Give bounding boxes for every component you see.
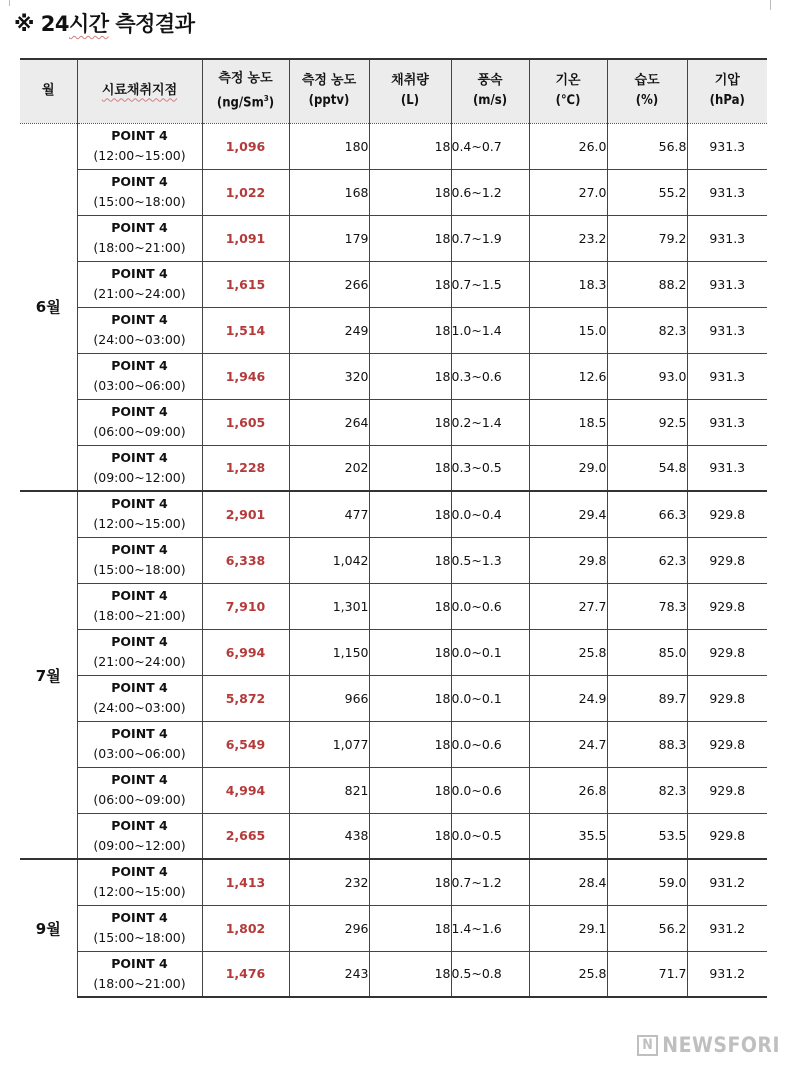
sampling-point-label: POINT 4 [111, 817, 168, 833]
page-edge-mark-left [9, 0, 10, 6]
pressure-cell: 929.8 [687, 537, 767, 583]
sampling-site-cell [77, 813, 202, 859]
sampling-site-cell [77, 951, 202, 997]
temperature-cell: 29.0 [529, 445, 607, 491]
humidity-cell: 82.3 [607, 307, 687, 353]
volume-cell: 18 [369, 675, 451, 721]
wind-speed-cell: 0.2~1.4 [451, 399, 529, 445]
sampling-point-label: POINT 4 [111, 910, 168, 925]
temperature-cell: 15.0 [529, 307, 607, 353]
sampling-site-cell [77, 675, 202, 721]
humidity-cell: 93.0 [607, 353, 687, 399]
humidity-cell: 92.5 [607, 399, 687, 445]
concentration-pptv-cell: 249 [289, 307, 369, 353]
concentration-pptv-cell: 264 [289, 399, 369, 445]
humidity-cell: 54.8 [607, 445, 687, 491]
volume-cell: 18 [369, 491, 451, 537]
sampling-point-label: POINT 4 [111, 266, 168, 281]
pressure-cell: 929.8 [687, 583, 767, 629]
wind-speed-cell: 0.0~0.4 [451, 491, 529, 537]
concentration-pptv-cell: 320 [289, 353, 369, 399]
sampling-point-label: POINT 4 [111, 496, 168, 512]
concentration-ng-cell: 1,091 [202, 215, 289, 261]
concentration-pptv-cell: 477 [289, 491, 369, 537]
volume-cell: 18 [369, 215, 451, 261]
sampling-site-cell [77, 583, 202, 629]
table-row [20, 445, 767, 491]
sampling-time-label: (24:00~03:00) [93, 700, 186, 715]
sampling-time-label: (15:00~18:00) [93, 194, 186, 209]
sampling-time-label: (12:00~15:00) [93, 516, 186, 532]
sampling-site-cell [77, 629, 202, 675]
concentration-pptv-cell: 438 [289, 813, 369, 859]
reference-mark: ※ [14, 12, 34, 36]
concentration-ng-cell: 1,228 [202, 445, 289, 491]
volume-cell: 18 [369, 307, 451, 353]
temperature-cell: 29.1 [529, 905, 607, 951]
concentration-pptv-cell: 821 [289, 767, 369, 813]
humidity-cell: 59.0 [607, 859, 687, 905]
sampling-point-label: POINT 4 [111, 955, 168, 971]
sampling-time-label: (06:00~09:00) [93, 424, 186, 439]
sampling-time-label: (18:00~21:00) [93, 240, 186, 255]
table-row [20, 675, 767, 721]
sampling-point-label: POINT 4 [111, 726, 168, 741]
table-row [20, 905, 767, 951]
page-title [14, 8, 195, 38]
volume-cell: 18 [369, 445, 451, 491]
volume-cell: 18 [369, 859, 451, 905]
sampling-time-label: (06:00~09:00) [93, 792, 186, 807]
header-temp: 기온 (℃) [529, 59, 607, 123]
volume-cell: 18 [369, 169, 451, 215]
sampling-time-label: (18:00~21:00) [93, 975, 186, 991]
watermark-text: NEWSFORI [662, 1033, 780, 1057]
wind-speed-cell: 0.5~1.3 [451, 537, 529, 583]
volume-cell: 18 [369, 123, 451, 169]
temperature-cell: 25.8 [529, 951, 607, 997]
volume-cell: 18 [369, 629, 451, 675]
sampling-point-label: POINT 4 [111, 588, 168, 603]
header-humidity: 습도 (%) [607, 59, 687, 123]
temperature-cell: 29.8 [529, 537, 607, 583]
sampling-point-label: POINT 4 [111, 864, 168, 880]
measurement-table [20, 58, 767, 998]
sampling-time-label: (09:00~12:00) [93, 469, 186, 485]
humidity-cell: 62.3 [607, 537, 687, 583]
concentration-ng-cell: 4,994 [202, 767, 289, 813]
pressure-cell: 929.8 [687, 491, 767, 537]
volume-cell: 18 [369, 721, 451, 767]
sampling-point-label: POINT 4 [111, 128, 168, 143]
header-pressure: 기압 (hPa) [687, 59, 767, 123]
volume-cell: 18 [369, 905, 451, 951]
temperature-cell: 27.7 [529, 583, 607, 629]
temperature-cell: 18.3 [529, 261, 607, 307]
concentration-ng-cell: 6,338 [202, 537, 289, 583]
pressure-cell: 929.8 [687, 721, 767, 767]
pressure-cell: 931.3 [687, 123, 767, 169]
wind-speed-cell: 0.0~0.5 [451, 813, 529, 859]
volume-cell: 18 [369, 767, 451, 813]
wind-speed-cell: 0.0~0.6 [451, 767, 529, 813]
volume-cell: 18 [369, 353, 451, 399]
concentration-pptv-cell: 202 [289, 445, 369, 491]
concentration-pptv-cell: 243 [289, 951, 369, 997]
temperature-cell: 26.0 [529, 123, 607, 169]
volume-cell: 18 [369, 583, 451, 629]
temperature-cell: 29.4 [529, 491, 607, 537]
sampling-site-cell [77, 307, 202, 353]
wind-speed-cell: 0.7~1.9 [451, 215, 529, 261]
temperature-cell: 18.5 [529, 399, 607, 445]
humidity-cell: 85.0 [607, 629, 687, 675]
concentration-ng-cell: 1,096 [202, 123, 289, 169]
wind-speed-cell: 0.3~0.5 [451, 445, 529, 491]
concentration-pptv-cell: 1,077 [289, 721, 369, 767]
pressure-cell: 929.8 [687, 813, 767, 859]
concentration-ng-cell: 1,022 [202, 169, 289, 215]
table-row [20, 215, 767, 261]
sampling-time-label: (03:00~06:00) [93, 746, 186, 761]
concentration-ng-cell: 1,605 [202, 399, 289, 445]
wind-speed-cell: 0.0~0.6 [451, 583, 529, 629]
concentration-pptv-cell: 296 [289, 905, 369, 951]
title-word-underlined: 시간 [68, 12, 109, 36]
table-row [20, 721, 767, 767]
concentration-pptv-cell: 966 [289, 675, 369, 721]
month-cell: 7월 [20, 491, 77, 859]
humidity-cell: 78.3 [607, 583, 687, 629]
pressure-cell: 931.3 [687, 307, 767, 353]
humidity-cell: 56.8 [607, 123, 687, 169]
concentration-ng-cell: 1,802 [202, 905, 289, 951]
table-row [20, 767, 767, 813]
concentration-ng-cell: 7,910 [202, 583, 289, 629]
sampling-point-label: POINT 4 [111, 680, 168, 695]
concentration-ng-cell: 2,665 [202, 813, 289, 859]
sampling-time-label: (12:00~15:00) [93, 884, 186, 900]
concentration-pptv-cell: 232 [289, 859, 369, 905]
table-row [20, 813, 767, 859]
month-cell: 6월 [20, 123, 77, 491]
sampling-site-cell [77, 721, 202, 767]
concentration-pptv-cell: 168 [289, 169, 369, 215]
concentration-ng-cell: 1,946 [202, 353, 289, 399]
concentration-ng-cell: 1,514 [202, 307, 289, 353]
table-row [20, 629, 767, 675]
sampling-point-label: POINT 4 [111, 772, 168, 787]
sampling-time-label: (03:00~06:00) [93, 378, 186, 393]
sampling-site-cell [77, 537, 202, 583]
temperature-cell: 23.2 [529, 215, 607, 261]
sampling-time-label: (21:00~24:00) [93, 654, 186, 669]
table-header-row [20, 59, 767, 123]
wind-speed-cell: 0.7~1.5 [451, 261, 529, 307]
volume-cell: 18 [369, 951, 451, 997]
temperature-cell: 28.4 [529, 859, 607, 905]
sampling-time-label: (24:00~03:00) [93, 332, 186, 347]
newsfori-watermark [637, 1033, 780, 1057]
temperature-cell: 27.0 [529, 169, 607, 215]
table-row [20, 951, 767, 997]
sampling-point-label: POINT 4 [111, 174, 168, 189]
sampling-site-cell [77, 491, 202, 537]
pressure-cell: 929.8 [687, 767, 767, 813]
wind-speed-cell: 0.0~0.1 [451, 629, 529, 675]
concentration-pptv-cell: 1,301 [289, 583, 369, 629]
volume-cell: 18 [369, 399, 451, 445]
pressure-cell: 931.2 [687, 859, 767, 905]
humidity-cell: 53.5 [607, 813, 687, 859]
pressure-cell: 931.3 [687, 169, 767, 215]
wind-speed-cell: 1.0~1.4 [451, 307, 529, 353]
concentration-ng-cell: 1,615 [202, 261, 289, 307]
table-row [20, 859, 767, 905]
sampling-site-cell [77, 767, 202, 813]
humidity-cell: 88.3 [607, 721, 687, 767]
volume-cell: 18 [369, 537, 451, 583]
header-conc-ng: 측정 농도 (ng/Sm$^3$) [202, 59, 289, 123]
table-row [20, 123, 767, 169]
concentration-ng-cell: 1,413 [202, 859, 289, 905]
sampling-site-cell [77, 399, 202, 445]
pressure-cell: 929.8 [687, 629, 767, 675]
header-site: 시료채취지점 [77, 59, 202, 123]
pressure-cell: 931.3 [687, 261, 767, 307]
month-cell: 9월 [20, 859, 77, 997]
wind-speed-cell: 0.0~0.6 [451, 721, 529, 767]
temperature-cell: 12.6 [529, 353, 607, 399]
temperature-cell: 26.8 [529, 767, 607, 813]
pressure-cell: 931.3 [687, 399, 767, 445]
wind-speed-cell: 0.6~1.2 [451, 169, 529, 215]
sampling-site-cell [77, 123, 202, 169]
humidity-cell: 71.7 [607, 951, 687, 997]
humidity-cell: 55.2 [607, 169, 687, 215]
sampling-time-label: (21:00~24:00) [93, 286, 186, 301]
sampling-time-label: (15:00~18:00) [93, 562, 186, 577]
sampling-point-label: POINT 4 [111, 634, 168, 649]
concentration-pptv-cell: 180 [289, 123, 369, 169]
sampling-site-cell [77, 859, 202, 905]
table-row [20, 583, 767, 629]
pressure-cell: 931.2 [687, 951, 767, 997]
sampling-site-cell [77, 353, 202, 399]
header-conc-pptv: 측정 농도 (pptv) [289, 59, 369, 123]
wind-speed-cell: 0.7~1.2 [451, 859, 529, 905]
table-row [20, 399, 767, 445]
header-volume: 채취량 (L) [369, 59, 451, 123]
volume-cell: 18 [369, 261, 451, 307]
concentration-ng-cell: 6,549 [202, 721, 289, 767]
humidity-cell: 66.3 [607, 491, 687, 537]
sampling-site-cell [77, 261, 202, 307]
sampling-point-label: POINT 4 [111, 449, 168, 465]
temperature-cell: 35.5 [529, 813, 607, 859]
pressure-cell: 931.2 [687, 905, 767, 951]
concentration-ng-cell: 1,476 [202, 951, 289, 997]
sampling-site-cell [77, 445, 202, 491]
humidity-cell: 88.2 [607, 261, 687, 307]
sampling-time-label: (09:00~12:00) [93, 837, 186, 853]
sampling-point-label: POINT 4 [111, 542, 168, 557]
newsfori-logo-icon: N [637, 1035, 658, 1056]
title-number: 24 [40, 12, 69, 36]
temperature-cell: 24.9 [529, 675, 607, 721]
concentration-pptv-cell: 1,150 [289, 629, 369, 675]
wind-speed-cell: 1.4~1.6 [451, 905, 529, 951]
concentration-pptv-cell: 179 [289, 215, 369, 261]
pressure-cell: 931.3 [687, 215, 767, 261]
header-wind: 풍속 (m/s) [451, 59, 529, 123]
humidity-cell: 82.3 [607, 767, 687, 813]
table-row [20, 537, 767, 583]
sampling-time-label: (12:00~15:00) [93, 148, 186, 163]
table-row [20, 307, 767, 353]
sampling-time-label: (18:00~21:00) [93, 608, 186, 623]
sampling-time-label: (15:00~18:00) [93, 930, 186, 945]
sampling-site-cell [77, 169, 202, 215]
title-rest: 측정결과 [115, 12, 195, 36]
sampling-point-label: POINT 4 [111, 220, 168, 235]
table-row [20, 169, 767, 215]
table-row [20, 353, 767, 399]
humidity-cell: 79.2 [607, 215, 687, 261]
pressure-cell: 931.3 [687, 445, 767, 491]
humidity-cell: 56.2 [607, 905, 687, 951]
sampling-point-label: POINT 4 [111, 312, 168, 327]
wind-speed-cell: 0.3~0.6 [451, 353, 529, 399]
sampling-point-label: POINT 4 [111, 404, 168, 419]
header-month: 월 [20, 59, 77, 123]
concentration-ng-cell: 5,872 [202, 675, 289, 721]
concentration-pptv-cell: 1,042 [289, 537, 369, 583]
temperature-cell: 25.8 [529, 629, 607, 675]
sampling-site-cell [77, 215, 202, 261]
table-row [20, 491, 767, 537]
concentration-ng-cell: 6,994 [202, 629, 289, 675]
wind-speed-cell: 0.4~0.7 [451, 123, 529, 169]
pressure-cell: 929.8 [687, 675, 767, 721]
humidity-cell: 89.7 [607, 675, 687, 721]
page-edge-mark-right [770, 0, 771, 10]
table-row [20, 261, 767, 307]
sampling-point-label: POINT 4 [111, 358, 168, 373]
temperature-cell: 24.7 [529, 721, 607, 767]
concentration-pptv-cell: 266 [289, 261, 369, 307]
pressure-cell: 931.3 [687, 353, 767, 399]
wind-speed-cell: 0.5~0.8 [451, 951, 529, 997]
volume-cell: 18 [369, 813, 451, 859]
sampling-site-cell [77, 905, 202, 951]
concentration-ng-cell: 2,901 [202, 491, 289, 537]
wind-speed-cell: 0.0~0.1 [451, 675, 529, 721]
